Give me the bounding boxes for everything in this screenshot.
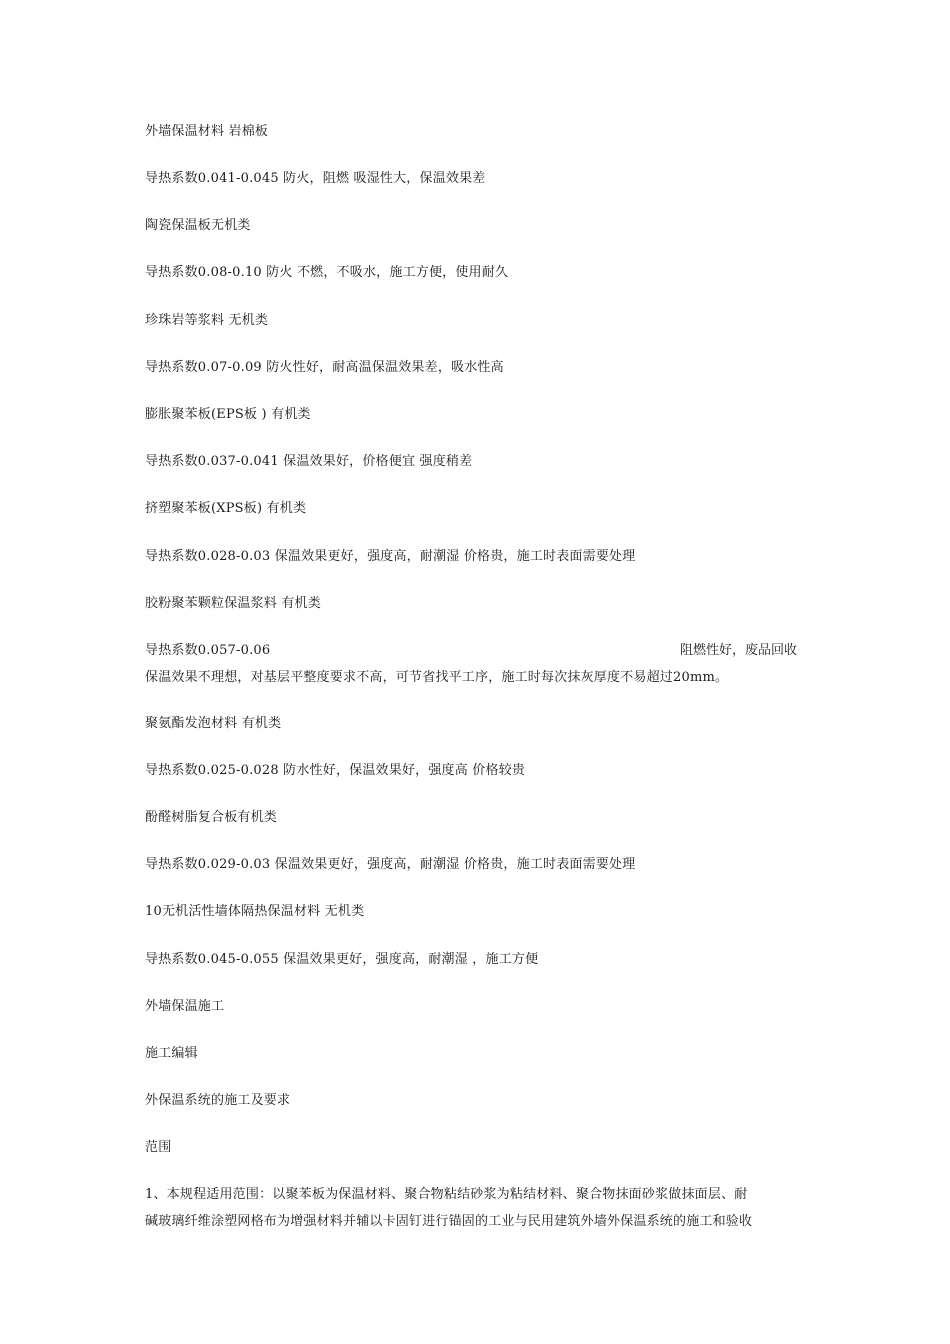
text-line: 酚醛树脂复合板有机类 xyxy=(145,810,278,825)
text-line: 1、本规程适用范围：以聚苯板为保温材料、聚合物粘结砂浆为粘结材料、聚合物抹面砂浆做抹面层、耐 xyxy=(145,1187,748,1202)
text-line: 碱玻璃纤维涂塑网格布为增强材料并辅以卡固钉进行锚固的工业与民用建筑外墙外保温系统的施工和验收 xyxy=(145,1214,753,1229)
text-line: 胶粉聚苯颗粒保温浆料 有机类 xyxy=(145,596,321,611)
text-line: 导热系数0.037-0.041 保温效果好，价格便宜 强度稍差 xyxy=(145,454,473,469)
text-line: 外保温系统的施工及要求 xyxy=(145,1093,291,1108)
text-line: 导热系数0.028-0.03 保温效果更好，强度高，耐潮湿 价格贵，施工时表面需要处理 xyxy=(145,549,636,564)
text-line: 外墙保温材料 岩棉板 xyxy=(145,124,269,139)
text-line: 保温效果不理想，对基层平整度要求不高，可节省找平工序，施工时每次抹灰厚度不易超过20mm。 xyxy=(145,670,729,685)
text-line: 聚氨酯发泡材料 有机类 xyxy=(145,716,282,731)
text-line-right: 阻燃性好，废品回收 xyxy=(680,643,798,658)
text-line: 导热系数0.029-0.03 保温效果更好，强度高，耐潮湿 价格贵，施工时表面需要处理 xyxy=(145,857,636,872)
text-line: 导热系数0.07-0.09 防火性好，耐高温保温效果差，吸水性高 xyxy=(145,360,504,375)
text-line: 导热系数0.08-0.10 防火 不燃，不吸水，施工方便，使用耐久 xyxy=(145,265,509,280)
text-line: 导热系数0.057-0.06 xyxy=(145,643,271,658)
text-line: 导热系数0.045-0.055 保温效果更好，强度高，耐潮湿 ，施工方便 xyxy=(145,952,539,967)
text-line: 挤塑聚苯板(XPS板) 有机类 xyxy=(145,501,307,516)
text-line: 范围 xyxy=(145,1140,172,1155)
text-line: 陶瓷保温板无机类 xyxy=(145,218,251,233)
text-line: 膨胀聚苯板(EPS板 ) 有机类 xyxy=(145,407,311,422)
text-line: 导热系数0.041-0.045 防火，阻燃 吸湿性大，保温效果差 xyxy=(145,171,486,186)
text-line: 外墙保温施工 xyxy=(145,999,225,1014)
text-line: 10无机活性墙体隔热保温材料 无机类 xyxy=(145,904,365,919)
text-line: 珍珠岩等浆料 无机类 xyxy=(145,313,269,328)
text-line: 施工编辑 xyxy=(145,1046,198,1061)
text-line: 导热系数0.025-0.028 防水性好，保温效果好，强度高 价格较贵 xyxy=(145,763,526,778)
